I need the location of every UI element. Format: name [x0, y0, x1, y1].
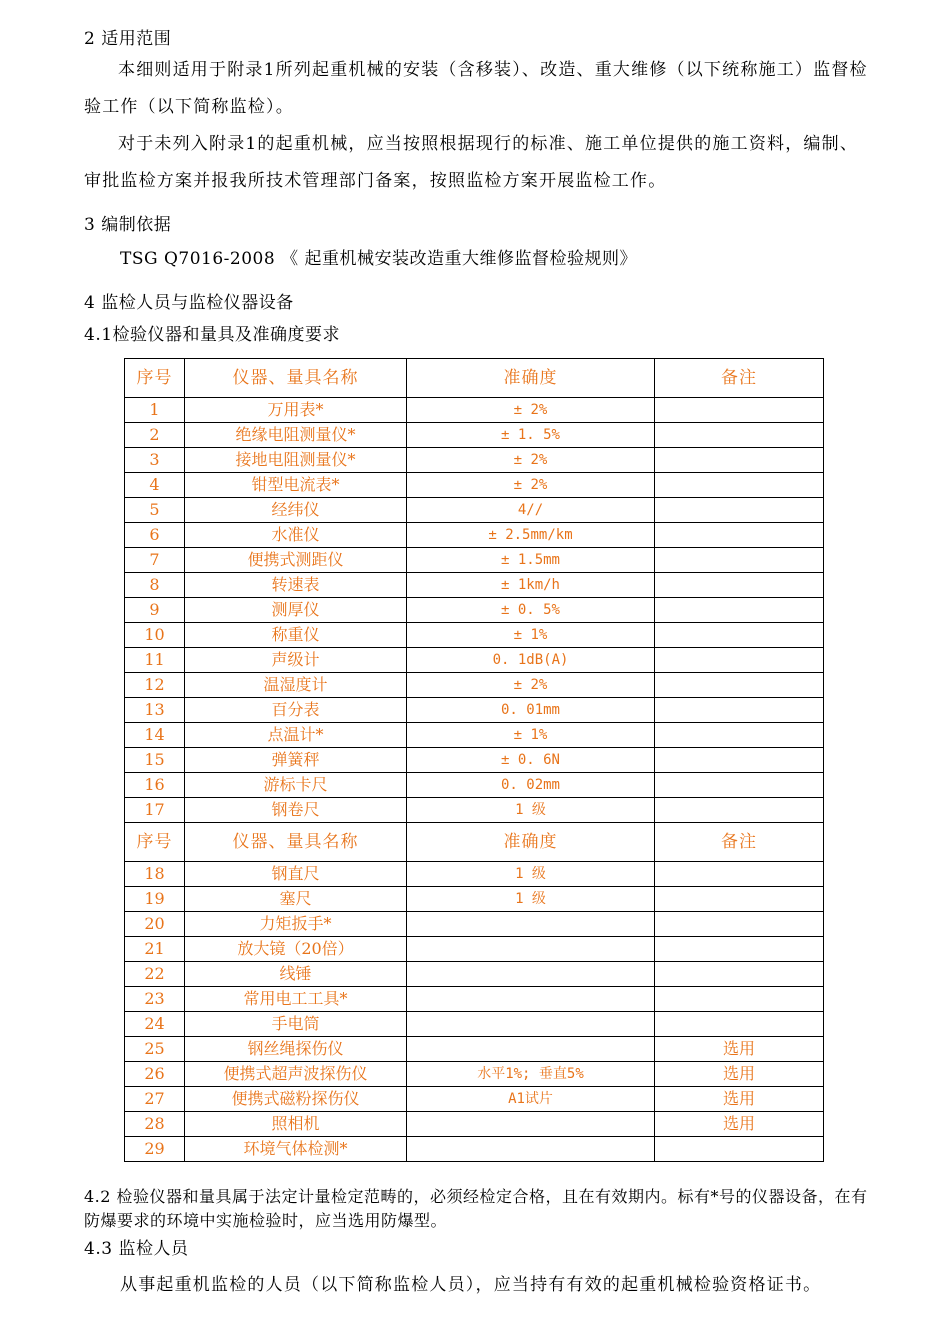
table-row: [125, 887, 824, 912]
table-row: [125, 912, 824, 937]
cell-remark: [655, 398, 824, 423]
cell-remark: [655, 862, 824, 887]
section-2-paragraph-1: 本细则适用于附录1所列起重机械的安装（含移装）、改造、重大维修（以下统称施工）监督检验工作（以下简称监检）。: [84, 60, 868, 117]
cell-remark: [655, 548, 824, 573]
table-header-row: [125, 359, 824, 398]
cell-accuracy: 1 级: [407, 798, 655, 823]
header-remark: 备注: [655, 359, 824, 398]
cell-instrument-name: 点温计*: [185, 723, 407, 748]
cell-accuracy: ± 1. 5%: [407, 423, 655, 448]
cell-remark: [655, 473, 824, 498]
table-row: [125, 862, 824, 887]
section-3-heading: 3 编制依据: [84, 215, 172, 235]
cell-accuracy: 1 级: [407, 887, 655, 912]
cell-accuracy: [407, 1012, 655, 1037]
cell-instrument-name: 力矩扳手*: [185, 912, 407, 937]
cell-accuracy: ± 1%: [407, 623, 655, 648]
cell-remark: [655, 723, 824, 748]
cell-instrument-name: 转速表: [185, 573, 407, 598]
table-row: [125, 473, 824, 498]
cell-remark: [655, 573, 824, 598]
cell-accuracy: ± 2.5mm/km: [407, 523, 655, 548]
cell-no: 20: [125, 912, 185, 937]
cell-instrument-name: 称重仪: [185, 623, 407, 648]
cell-instrument-name: 线锤: [185, 962, 407, 987]
table-row: [125, 448, 824, 473]
cell-no: 17: [125, 798, 185, 823]
table-row: [125, 398, 824, 423]
cell-no: 10: [125, 623, 185, 648]
cell-accuracy: [407, 912, 655, 937]
section-2-paragraph-2: 对于未列入附录1的起重机械，应当按照根据现行的标准、施工单位提供的施工资料，编制、审批监检方案并报我所技术管理部门备案，按照监检方案开展监检工作。: [84, 134, 859, 191]
cell-remark: [655, 448, 824, 473]
cell-instrument-name: 放大镜（20倍）: [185, 937, 407, 962]
cell-instrument-name: 塞尺: [185, 887, 407, 912]
cell-remark: 选用: [655, 1062, 824, 1087]
cell-accuracy: 4//: [407, 498, 655, 523]
instrument-table: [124, 358, 824, 1162]
section-2-heading: 2 适用范围: [84, 29, 172, 49]
table-row: [125, 623, 824, 648]
cell-accuracy: [407, 1112, 655, 1137]
cell-no: 22: [125, 962, 185, 987]
cell-instrument-name: 经纬仪: [185, 498, 407, 523]
cell-instrument-name: 声级计: [185, 648, 407, 673]
cell-remark: [655, 987, 824, 1012]
table-header-row-repeat: [125, 823, 824, 862]
section-4-2-text: 4.2 检验仪器和量具属于法定计量检定范畴的，必须经检定合格，且在有效期内。标有*号的仪器设备，在有防爆要求的环境中实施检验时，应当选用防爆型。: [84, 1187, 868, 1230]
cell-remark: [655, 648, 824, 673]
table-row: [125, 423, 824, 448]
cell-instrument-name: 弹簧秤: [185, 748, 407, 773]
table-row: [125, 548, 824, 573]
cell-no: 29: [125, 1137, 185, 1162]
cell-remark: [655, 937, 824, 962]
cell-remark: 选用: [655, 1112, 824, 1137]
header-name: 仪器、量具名称: [185, 823, 407, 862]
cell-accuracy: ± 2%: [407, 473, 655, 498]
cell-no: 9: [125, 598, 185, 623]
cell-accuracy: [407, 987, 655, 1012]
table-row: [125, 1062, 824, 1087]
cell-instrument-name: 便携式磁粉探伤仪: [185, 1087, 407, 1112]
table-row: [125, 1012, 824, 1037]
section-4-3-text: 从事起重机监检的人员（以下简称监检人员），应当持有有效的起重机械检验资格证书。: [120, 1275, 822, 1295]
cell-instrument-name: 便携式超声波探伤仪: [185, 1062, 407, 1087]
cell-accuracy: 0. 1dB(A): [407, 648, 655, 673]
header-accuracy: 准确度: [407, 823, 655, 862]
cell-accuracy: 0. 01mm: [407, 698, 655, 723]
table-row: [125, 1037, 824, 1062]
cell-accuracy: [407, 1137, 655, 1162]
cell-no: 2: [125, 423, 185, 448]
cell-instrument-name: 游标卡尺: [185, 773, 407, 798]
cell-instrument-name: 手电筒: [185, 1012, 407, 1037]
cell-remark: [655, 498, 824, 523]
cell-remark: [655, 523, 824, 548]
header-accuracy: 准确度: [407, 359, 655, 398]
cell-remark: [655, 887, 824, 912]
cell-no: 28: [125, 1112, 185, 1137]
cell-no: 6: [125, 523, 185, 548]
cell-no: 4: [125, 473, 185, 498]
cell-instrument-name: 接地电阻测量仪*: [185, 448, 407, 473]
cell-no: 11: [125, 648, 185, 673]
cell-accuracy: 1 级: [407, 862, 655, 887]
cell-accuracy: ± 2%: [407, 673, 655, 698]
cell-remark: [655, 598, 824, 623]
table-row: [125, 1137, 824, 1162]
cell-no: 18: [125, 862, 185, 887]
cell-instrument-name: 测厚仪: [185, 598, 407, 623]
table-row: [125, 962, 824, 987]
cell-no: 26: [125, 1062, 185, 1087]
cell-remark: [655, 748, 824, 773]
table-row: [125, 598, 824, 623]
cell-accuracy: ± 1.5mm: [407, 548, 655, 573]
table-row: [125, 773, 824, 798]
cell-no: 27: [125, 1087, 185, 1112]
cell-no: 13: [125, 698, 185, 723]
cell-instrument-name: 百分表: [185, 698, 407, 723]
cell-remark: [655, 962, 824, 987]
section-4-1-heading: 4.1检验仪器和量具及准确度要求: [84, 325, 341, 345]
cell-no: 15: [125, 748, 185, 773]
cell-remark: [655, 912, 824, 937]
cell-instrument-name: 水准仪: [185, 523, 407, 548]
cell-remark: 选用: [655, 1087, 824, 1112]
cell-no: 21: [125, 937, 185, 962]
cell-remark: [655, 1137, 824, 1162]
cell-no: 12: [125, 673, 185, 698]
cell-accuracy: 水平1%; 垂直5%: [407, 1062, 655, 1087]
cell-remark: [655, 773, 824, 798]
cell-instrument-name: 照相机: [185, 1112, 407, 1137]
cell-instrument-name: 钢丝绳探伤仪: [185, 1037, 407, 1062]
cell-accuracy: ± 0. 6N: [407, 748, 655, 773]
cell-remark: 选用: [655, 1037, 824, 1062]
table-row: [125, 673, 824, 698]
section-4-3-heading: 4.3 监检人员: [84, 1239, 189, 1259]
table-row: [125, 723, 824, 748]
cell-instrument-name: 绝缘电阻测量仪*: [185, 423, 407, 448]
header-name: 仪器、量具名称: [185, 359, 407, 398]
cell-remark: [655, 698, 824, 723]
cell-instrument-name: 常用电工工具*: [185, 987, 407, 1012]
cell-remark: [655, 673, 824, 698]
cell-remark: [655, 423, 824, 448]
header-no: 序号: [125, 359, 185, 398]
cell-no: 23: [125, 987, 185, 1012]
cell-accuracy: [407, 937, 655, 962]
standard-reference: TSG Q7016-2008 《 起重机械安装改造重大维修监督检验规则》: [120, 249, 637, 269]
table-row: [125, 698, 824, 723]
table-row: [125, 523, 824, 548]
cell-remark: [655, 623, 824, 648]
cell-accuracy: ± 2%: [407, 448, 655, 473]
table-row: [125, 498, 824, 523]
table-row: [125, 648, 824, 673]
cell-no: 16: [125, 773, 185, 798]
cell-instrument-name: 钢卷尺: [185, 798, 407, 823]
cell-remark: [655, 798, 824, 823]
cell-instrument-name: 钳型电流表*: [185, 473, 407, 498]
cell-no: 25: [125, 1037, 185, 1062]
cell-accuracy: [407, 1037, 655, 1062]
cell-instrument-name: 万用表*: [185, 398, 407, 423]
cell-no: 3: [125, 448, 185, 473]
cell-instrument-name: 温湿度计: [185, 673, 407, 698]
cell-instrument-name: 环境气体检测*: [185, 1137, 407, 1162]
cell-accuracy: [407, 962, 655, 987]
cell-no: 24: [125, 1012, 185, 1037]
cell-remark: [655, 1012, 824, 1037]
cell-no: 19: [125, 887, 185, 912]
cell-accuracy: ± 1km/h: [407, 573, 655, 598]
cell-no: 7: [125, 548, 185, 573]
cell-accuracy: ± 0. 5%: [407, 598, 655, 623]
table-row: [125, 748, 824, 773]
cell-accuracy: A1试片: [407, 1087, 655, 1112]
table-row: [125, 1087, 824, 1112]
header-remark: 备注: [655, 823, 824, 862]
table-row: [125, 573, 824, 598]
table-row: [125, 1112, 824, 1137]
cell-accuracy: ± 1%: [407, 723, 655, 748]
cell-instrument-name: 钢直尺: [185, 862, 407, 887]
cell-accuracy: ± 2%: [407, 398, 655, 423]
header-no: 序号: [125, 823, 185, 862]
table-row: [125, 798, 824, 823]
cell-accuracy: 0. 02mm: [407, 773, 655, 798]
cell-no: 1: [125, 398, 185, 423]
cell-no: 5: [125, 498, 185, 523]
cell-instrument-name: 便携式测距仪: [185, 548, 407, 573]
cell-no: 8: [125, 573, 185, 598]
cell-no: 14: [125, 723, 185, 748]
section-4-heading: 4 监检人员与监检仪器设备: [84, 293, 294, 313]
table-row: [125, 937, 824, 962]
table-row: [125, 987, 824, 1012]
